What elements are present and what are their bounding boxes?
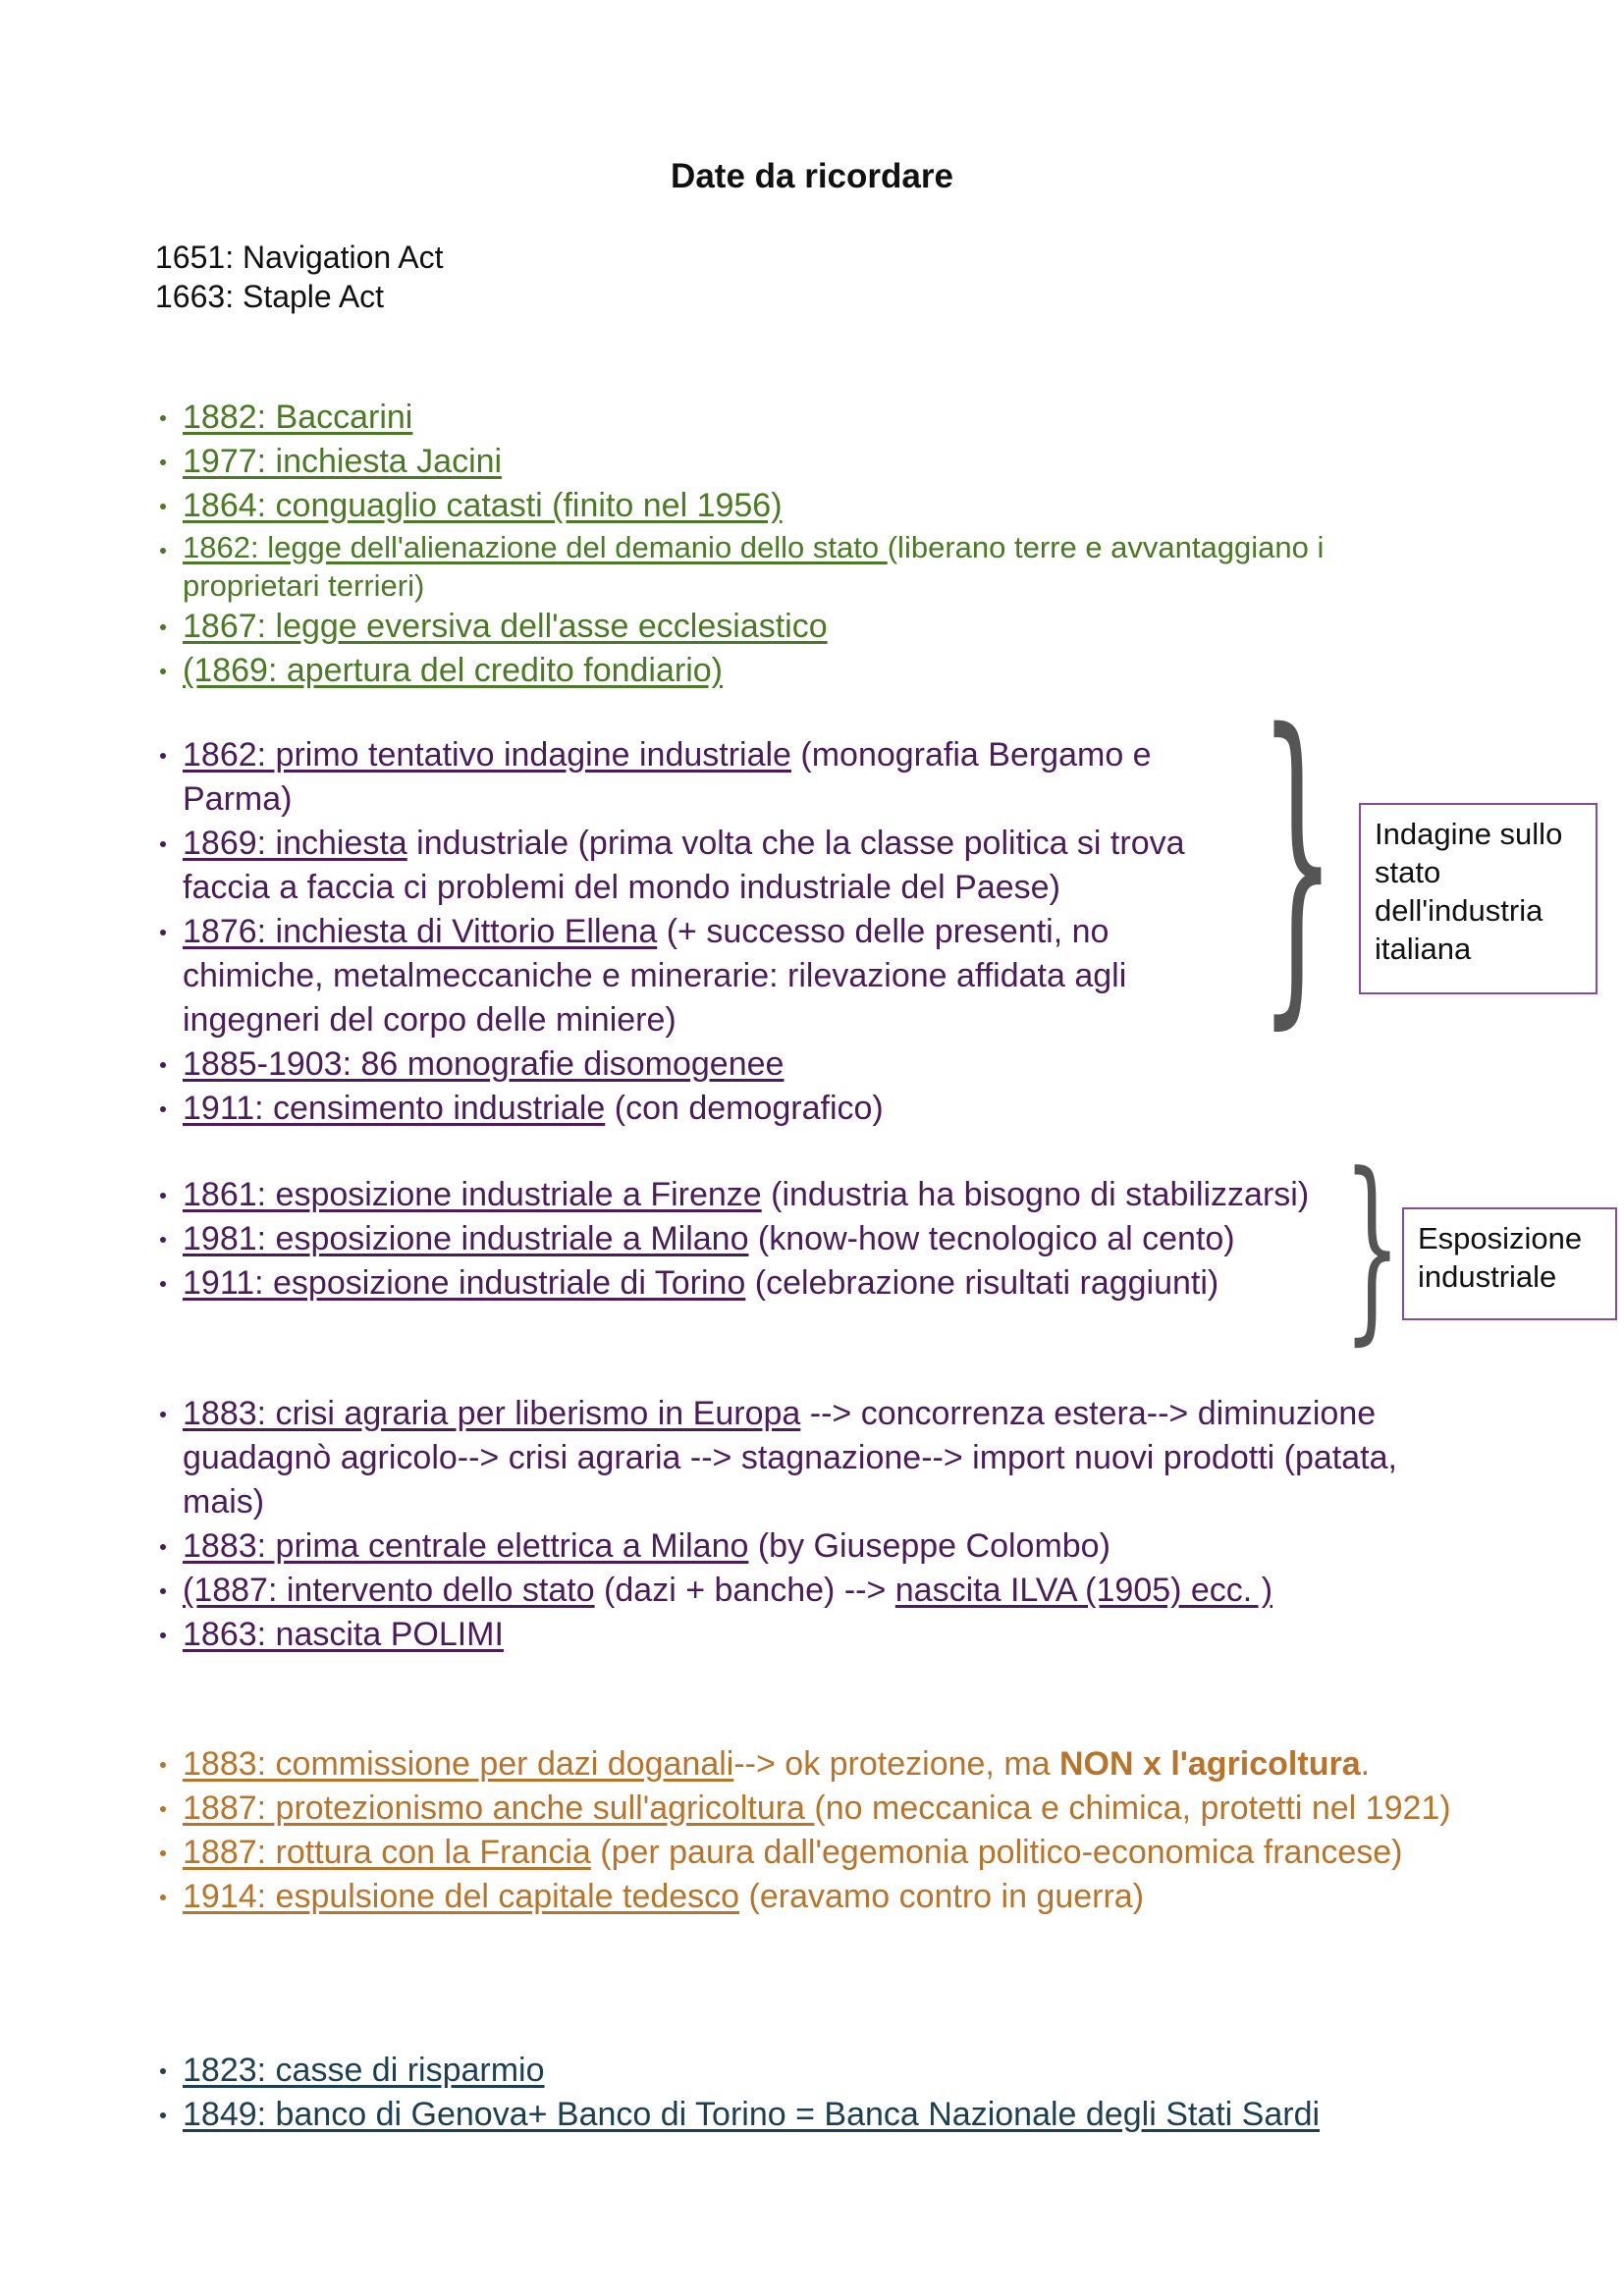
- date-link[interactable]: 1981: esposizione industriale a Milano: [183, 1220, 749, 1257]
- list-item: [0, 822, 1247, 910]
- list-item: [0, 649, 1443, 693]
- intro-line: 1651: Navigation Act: [155, 240, 444, 275]
- date-link[interactable]: 1885-1903: 86 monografie disomogenee: [183, 1045, 785, 1083]
- date-link[interactable]: 1862: primo tentativo indagine industriale: [183, 736, 791, 774]
- date-link[interactable]: 1869: inchiesta: [183, 825, 407, 862]
- expo-label-box: Esposizione industriale: [1402, 1207, 1617, 1320]
- list-item: [0, 1524, 1453, 1569]
- inquiry-label-box: Indagine sullo stato dell'industria italiana: [1359, 803, 1597, 994]
- list-item: [0, 1042, 1247, 1087]
- list-item: [0, 1392, 1453, 1524]
- note-text: (industria ha bisogno di stabilizzarsi): [761, 1176, 1310, 1213]
- note-text: (by Giuseppe Colombo): [748, 1527, 1110, 1565]
- list-item: [0, 1569, 1453, 1613]
- list-item: [0, 484, 1443, 528]
- curly-brace-icon: }: [1259, 664, 1336, 1058]
- date-link[interactable]: (1887: intervento dello stato: [183, 1572, 595, 1609]
- list-item: [0, 1087, 1247, 1131]
- note-text: (+ successo delle presenti, no chimiche, metalmeccaniche e minerarie: rilevazione affidata agli ingegneri del corpo delle miniere): [183, 913, 1127, 1039]
- date-link[interactable]: 1882: Baccarini: [183, 399, 413, 436]
- list-item: [0, 1217, 1355, 1261]
- note-text: --> ok protezione, ma: [733, 1745, 1059, 1783]
- list-item: [0, 396, 1443, 440]
- date-link[interactable]: 1864: conguaglio catasti (finito nel 1956): [183, 487, 783, 524]
- date-link[interactable]: 1861: esposizione industriale a Firenze: [183, 1176, 762, 1213]
- date-link[interactable]: 1883: prima centrale elettrica a Milano: [183, 1527, 749, 1565]
- list-item: [0, 1787, 1453, 1831]
- page-title: Date da ricordare: [671, 157, 953, 195]
- crisis-list: [0, 1392, 1453, 1657]
- list-item: [0, 528, 1443, 605]
- note-text: .: [1360, 1745, 1371, 1783]
- list-item: [0, 1261, 1355, 1306]
- date-link[interactable]: 1823: casse di risparmio: [183, 2052, 545, 2089]
- list-item: [0, 1831, 1453, 1875]
- list-item: [0, 605, 1443, 649]
- list-item: [0, 2049, 1453, 2093]
- date-link[interactable]: 1863: nascita POLIMI: [183, 1616, 504, 1653]
- date-link[interactable]: 1977: inchiesta Jacini: [183, 443, 503, 480]
- list-item: [0, 910, 1247, 1042]
- note-text: (con demografico): [605, 1090, 884, 1127]
- note-text: industriale (prima volta che la classe politica si trova faccia a faccia ci problemi del mondo industriale del Paese): [183, 825, 1185, 906]
- list-item: [0, 2093, 1453, 2137]
- list-item: [0, 440, 1443, 484]
- date-link[interactable]: 1914: espulsione del capitale tedesco: [183, 1878, 740, 1915]
- banks-list: [0, 2049, 1453, 2137]
- date-link[interactable]: 1862: legge dell'alienazione del demanio dello stato: [183, 530, 888, 564]
- note-text: (eravamo contro in guerra): [739, 1878, 1145, 1915]
- curly-brace-icon: }: [1343, 1132, 1402, 1363]
- date-link[interactable]: 1911: censimento industriale: [183, 1090, 606, 1127]
- note-text: (no meccanica e chimica, protetti nel 1921): [814, 1789, 1451, 1827]
- note-text: (per paura dall'egemonia politico-economica francese): [590, 1834, 1403, 1871]
- emphasis-text: NON x l'agricoltura: [1059, 1745, 1361, 1783]
- date-link[interactable]: 1887: protezionismo anche sull'agricoltura: [183, 1789, 815, 1827]
- protection-list: [0, 1742, 1453, 1919]
- date-link[interactable]: 1849: banco di Genova+ Banco di Torino = Banca Nazionale degli Stati Sardi: [183, 2096, 1321, 2133]
- date-link[interactable]: 1887: rottura con la Francia: [183, 1834, 591, 1871]
- list-item: [0, 733, 1247, 822]
- agriculture-list: [0, 396, 1443, 693]
- intro-line: 1663: Staple Act: [155, 279, 385, 314]
- date-link[interactable]: 1876: inchiesta di Vittorio Ellena: [183, 913, 658, 950]
- expo-list: [0, 1173, 1355, 1306]
- list-item: [0, 1173, 1355, 1217]
- note-text: --> concorrenza estera--> diminuzione guadagnò agricolo--> crisi agraria --> stagnazione--> import nuovi prodotti (patata, mais): [183, 1395, 1397, 1521]
- date-link[interactable]: 1911: esposizione industriale di Torino: [183, 1264, 746, 1302]
- date-link[interactable]: nascita ILVA (1905) ecc. ): [894, 1572, 1273, 1609]
- note-text: (know-how tecnologico al cento): [748, 1220, 1235, 1257]
- date-link[interactable]: (1869: apertura del credito fondiario): [183, 652, 723, 689]
- date-link[interactable]: 1883: commissione per dazi doganali: [183, 1745, 734, 1783]
- inquiry-list: [0, 733, 1247, 1131]
- date-link[interactable]: 1867: legge eversiva dell'asse ecclesiastico: [183, 608, 828, 645]
- date-link[interactable]: 1883: crisi agraria per liberismo in Europa: [183, 1395, 801, 1432]
- note-text: (monografia Bergamo e Parma): [183, 736, 1152, 818]
- list-item: [0, 1613, 1453, 1657]
- note-text: (dazi + banche) -->: [594, 1572, 895, 1609]
- list-item: [0, 1875, 1453, 1919]
- note-text: (celebrazione risultati raggiunti): [745, 1264, 1219, 1302]
- list-item: [0, 1742, 1453, 1787]
- note-text: (liberano terre e avvantaggiano i proprietari terrieri): [183, 530, 1325, 603]
